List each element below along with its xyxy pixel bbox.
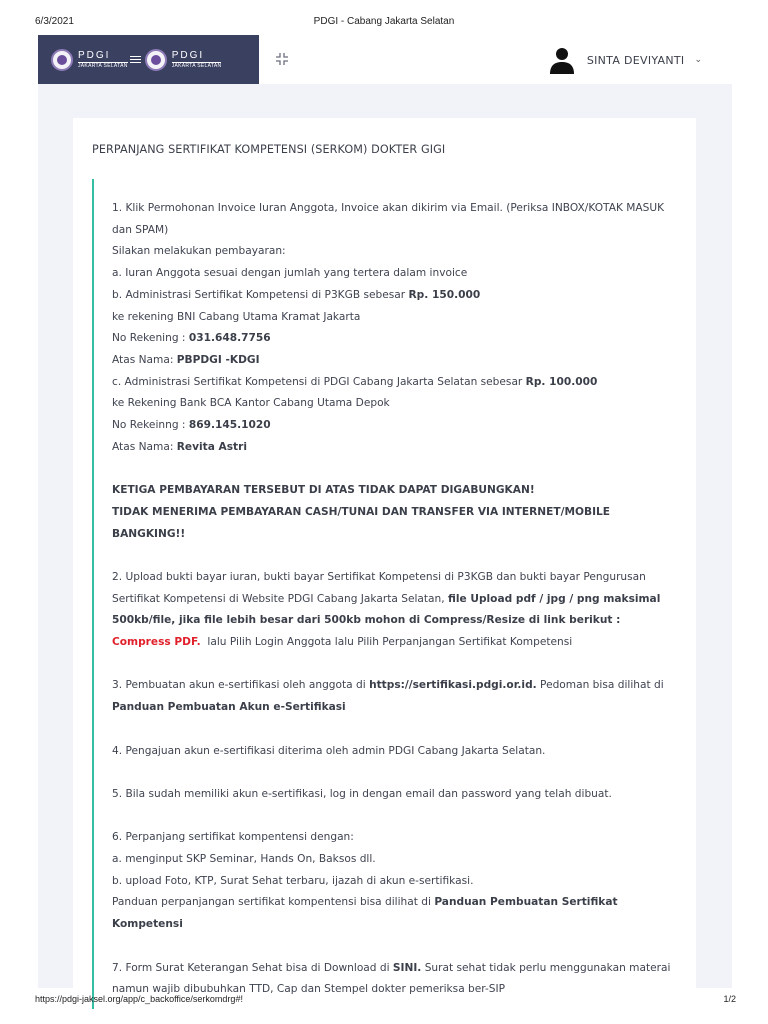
collapse-icon[interactable] <box>274 51 290 67</box>
print-title: PDGI - Cabang Jakarta Selatan <box>313 16 455 27</box>
logo-name: PDGI <box>78 49 111 61</box>
logo-name: PDGI <box>171 49 205 61</box>
print-date: 6/3/2021 <box>35 16 74 27</box>
step-3-text: 3. Pembuatan akun e-sertifikasi oleh anggota di https://sertifikasi.pdgi.or.id. Pedoman bisa dilihat di Panduan Pembuatan Akun e-Sertifikasi <box>112 679 664 714</box>
step-7-text: 7. Form Surat Keterangan Sehat bisa di Download di SINI. Surat sehat tidak perlu menggunakan materai namun wajib dibubuhkan TTD, Cap dan Stempel dokter pemeriksa ber-SIP <box>112 961 671 996</box>
step-6-text: 6. Perpanjang sertifikat kompentensi dengan: <box>112 831 354 844</box>
step-2-text: 2. Upload bukti bayar iuran, bukti bayar Sertifikat Kompetensi di P3KGB dan bukti bayar Pengurusan Sertifikat Kompetensi di Website PDGI Cabang Jakarta Selatan, file Upload pdf / jpg / png maksimal 500kb/file, jika file lebih besar dari 500kb mohon di Compress/Resize di link berikut : Compress PDF. lalu Pilih Login Anggota lalu Pilih Perpanjangan Sertifikat Kompetensi <box>112 570 661 649</box>
print-url: https://pdgi-jaksel.org/app/c_backoffice/serkomdrg#! <box>35 994 243 1004</box>
page-title: PERPANJANG SERTIFIKAT KOMPETENSI (SERKOM) DOKTER GIGI <box>92 143 446 156</box>
amount-p3kgb: Rp. 150.000 <box>408 288 481 301</box>
account-number-bca: 869.145.1020 <box>188 419 271 432</box>
warning-2: TIDAK MENERIMA PEMBAYARAN CASH/TUNAI DAN TRANSFER VIA INTERNET/MOBILE BANGKING!! <box>112 505 611 540</box>
user-name: SINTA DEVIYANTI <box>586 53 685 67</box>
top-bar <box>38 35 732 84</box>
step-6-guide: Panduan perpanjangan sertifikat kompentensi bisa dilihat di Panduan Pembuatan Sertifikat Kompetensi <box>112 896 618 931</box>
brand-bar <box>38 35 259 84</box>
account-bni: No Rekening : 031.648.7756 <box>112 332 271 345</box>
payment-b: b. Administrasi Sertifikat Kompetensi di P3KGB sebesar Rp. 150.000 <box>112 288 481 301</box>
bank-bca: ke Rekening Bank BCA Kantor Cabang Utama Depok <box>112 397 390 410</box>
step-1-text: 1. Klik Permohonan Invoice Iuran Anggota, Invoice akan dikirim via Email. (Periksa INBOX/KOTAK MASUK dan SPAM) <box>112 202 665 236</box>
step-5-text: 5. Bila sudah memiliki akun e-sertifikasi, log in dengan email dan password yang telah dibuat. <box>112 787 612 800</box>
step-6-a: a. menginput SKP Seminar, Hands On, Baksos dll. <box>112 853 376 865</box>
pdgi-seal-icon <box>145 49 167 71</box>
logo-sub: JAKARTA SELATAN <box>171 62 222 69</box>
account-bca: No Rekeinng : 869.145.1020 <box>112 419 271 432</box>
print-page-number: 1/2 <box>723 994 736 1004</box>
chevron-down-icon[interactable]: ⌄ <box>694 55 702 65</box>
guide-account-link[interactable]: Panduan Pembuatan Akun e-Sertifikasi <box>112 701 346 714</box>
bank-bni: ke rekening BNI Cabang Utama Kramat Jakarta <box>112 310 361 323</box>
esertifikasi-url[interactable]: https://sertifikasi.pdgi.or.id. <box>369 679 537 692</box>
logo-sub: JAKARTA SELATAN <box>78 62 128 69</box>
pdgi-logo[interactable] <box>51 49 128 71</box>
instructions <box>92 179 677 1009</box>
pdgi-seal-icon <box>51 49 73 71</box>
warning-1: KETIGA PEMBAYARAN TERSEBUT DI ATAS TIDAK DAPAT DIGABUNGKAN! <box>112 484 535 497</box>
payment-c: c. Administrasi Sertifikat Kompetensi di PDGI Cabang Jakarta Selatan sebesar Rp. 100.000 <box>112 375 598 388</box>
amount-pdgi: Rp. 100.000 <box>525 375 598 388</box>
step-4-text: 4. Pengajuan akun e-sertifikasi diterima oleh admin PDGI Cabang Jakarta Selatan. <box>112 744 546 757</box>
account-number-bni: 031.648.7756 <box>188 332 271 345</box>
user-avatar-icon <box>548 46 576 74</box>
compress-pdf-link[interactable]: Compress PDF. <box>112 636 201 649</box>
pdgi-logo-secondary[interactable] <box>145 49 222 71</box>
content-card <box>73 118 696 998</box>
guide-certificate-link[interactable]: Panduan Pembuatan Sertifikat Kompetensi <box>112 896 618 931</box>
menu-toggle-icon[interactable] <box>130 56 141 64</box>
user-menu[interactable] <box>548 46 702 74</box>
payment-intro: Silakan melakukan pembayaran: <box>112 245 286 258</box>
step-6-b: b. upload Foto, KTP, Surat Sehat terbaru, ijazah di akun e-sertifikasi. <box>112 874 474 887</box>
account-name-bca: Atas Nama: Revita Astri <box>112 440 247 453</box>
payment-a: a. Iuran Anggota sesuai dengan jumlah yang tertera dalam invoice <box>112 267 468 280</box>
download-form-link[interactable]: SINI. <box>392 961 422 974</box>
account-name-bni: Atas Nama: PBPDGI -KDGI <box>112 353 260 366</box>
app-window <box>38 35 732 996</box>
